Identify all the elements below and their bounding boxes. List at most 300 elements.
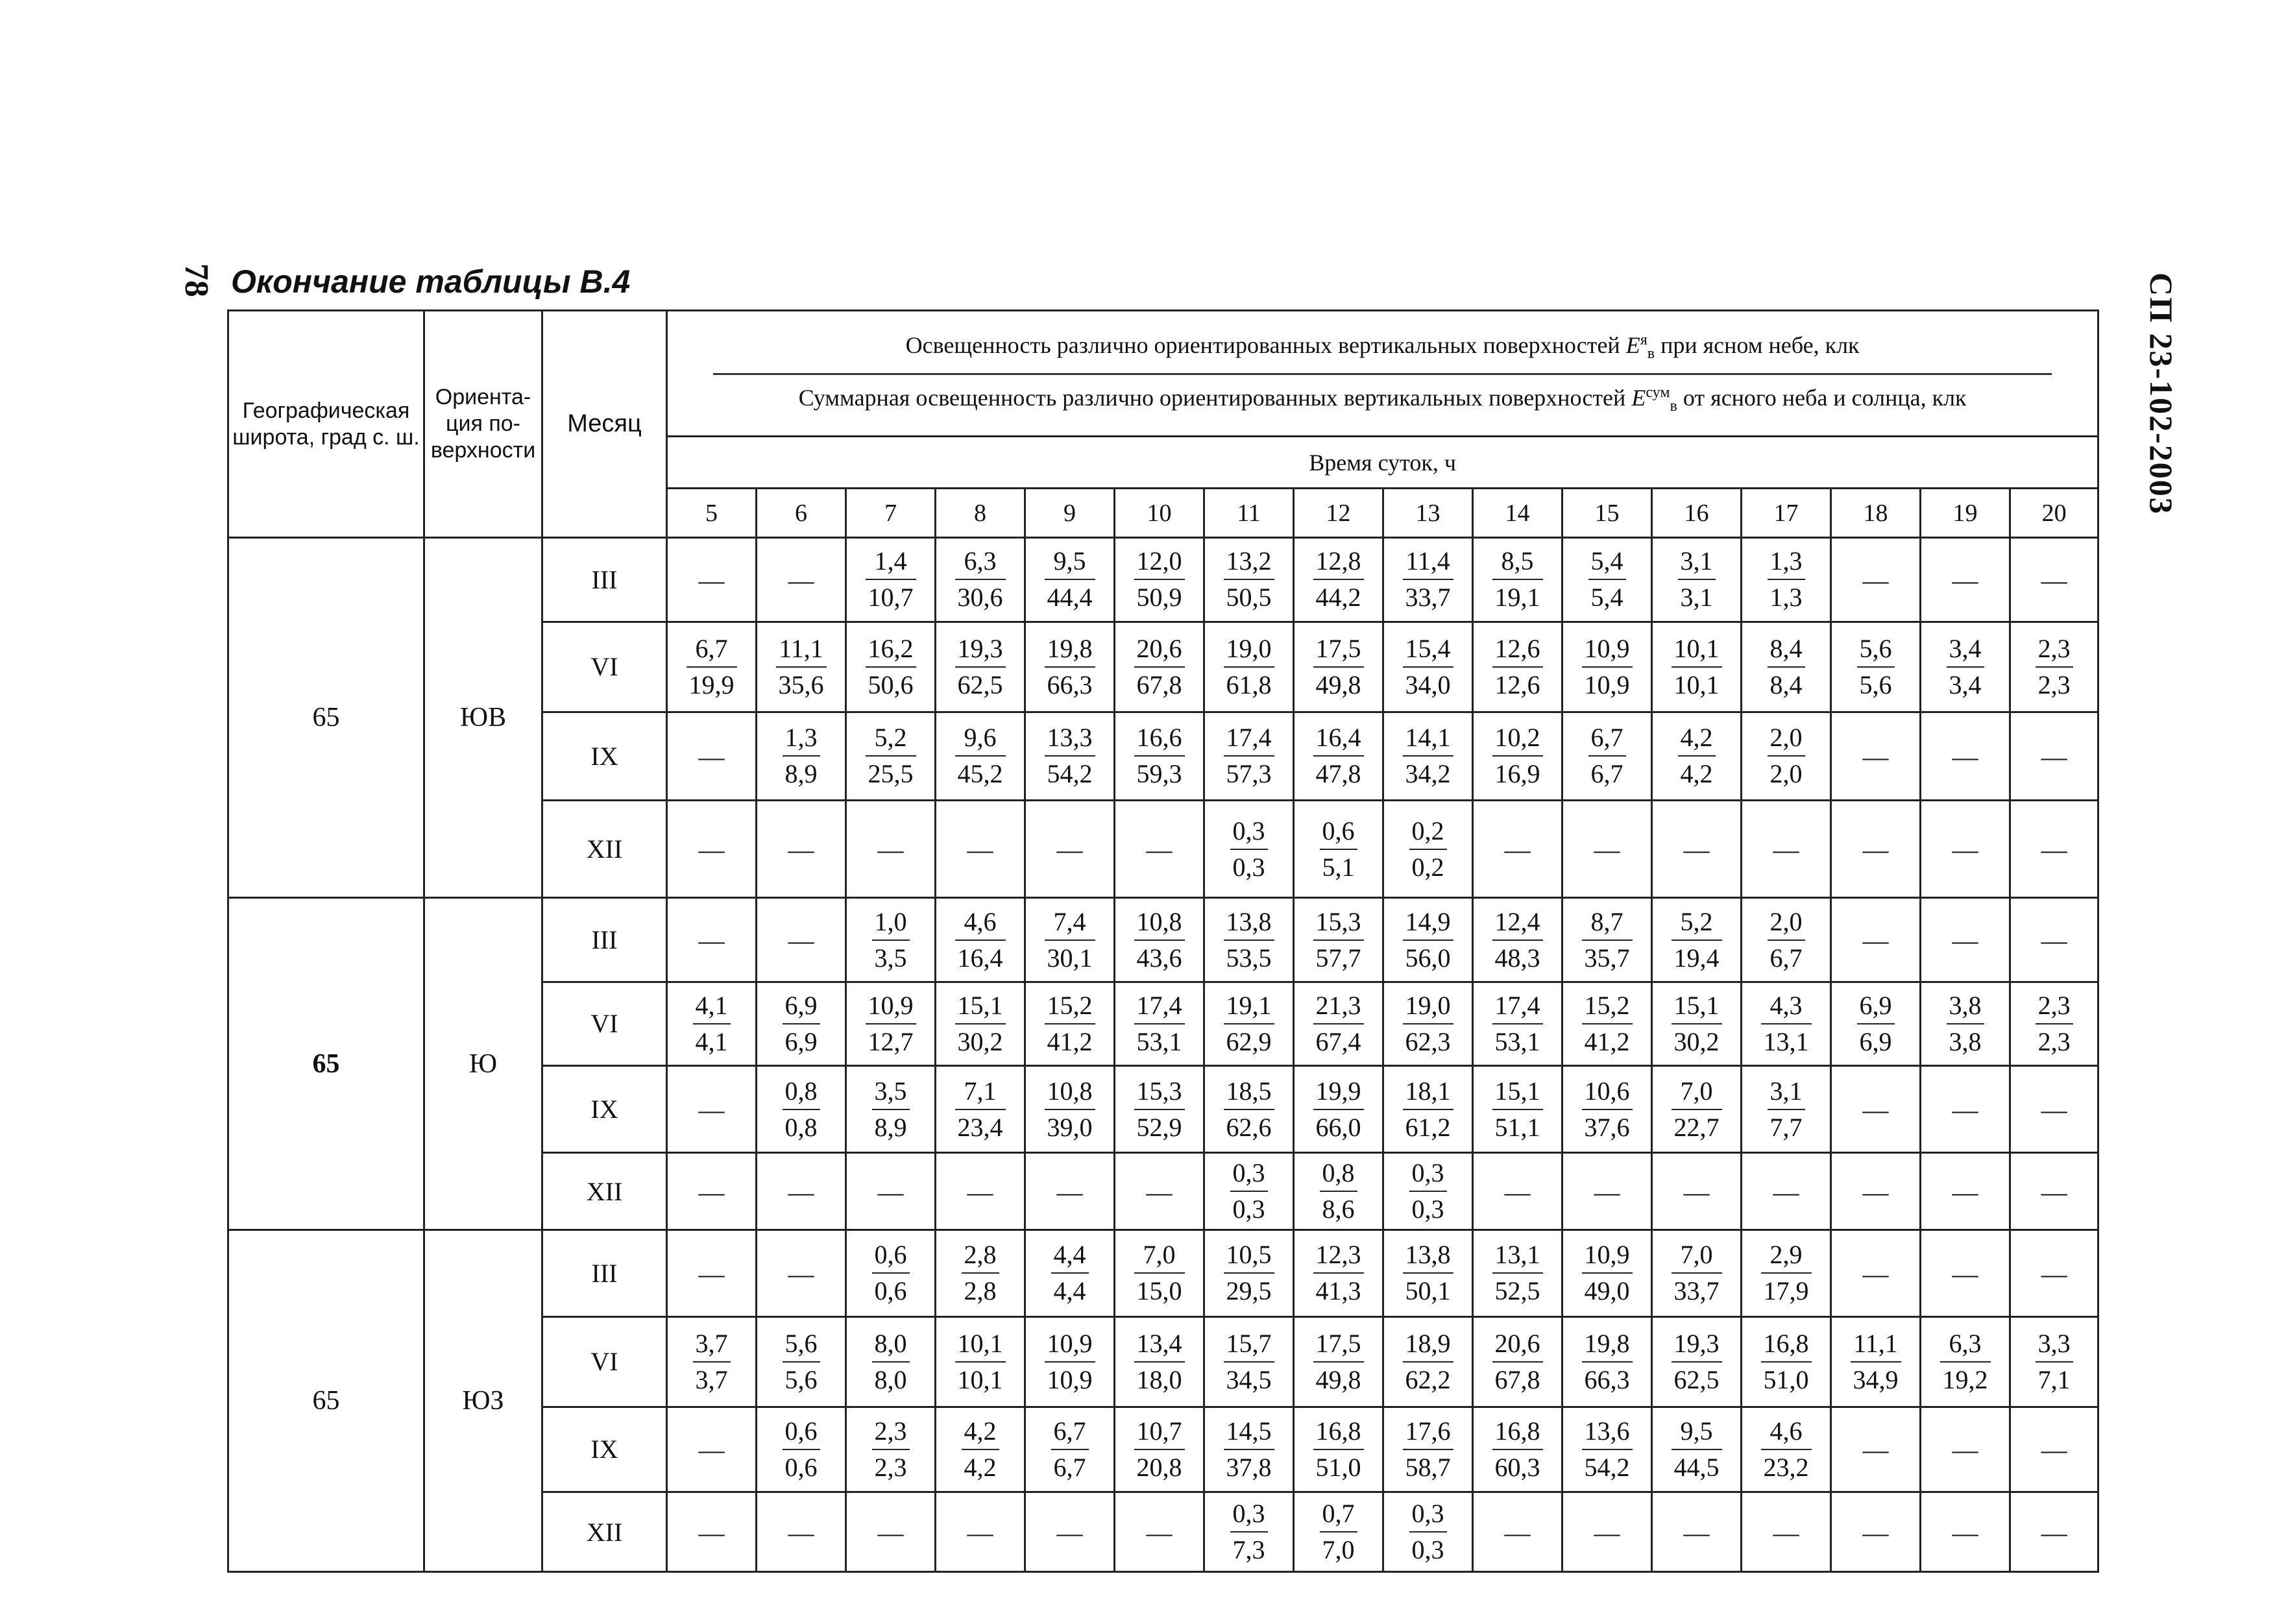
total-value: 61,8: [1226, 670, 1272, 699]
total-value: 59,3: [1136, 759, 1182, 789]
total-value: 30,2: [1673, 1026, 1720, 1056]
empty-value-dash: —: [2041, 1259, 2067, 1289]
value-fraction: [872, 907, 910, 973]
value-cell: [1025, 1492, 1115, 1572]
total-value: 62,9: [1226, 1026, 1272, 1056]
value-cell: [1563, 712, 1652, 801]
value-cell: [1742, 538, 1831, 622]
empty-value-dash: —: [1594, 1177, 1620, 1207]
empty-value-dash: —: [2041, 565, 2067, 595]
value-fraction: [866, 546, 916, 612]
value-cell: [1563, 1153, 1652, 1230]
value-cell: [1115, 801, 1204, 898]
empty-value-dash: —: [1952, 1435, 1978, 1465]
value-fraction: [1857, 634, 1895, 700]
value-cell: [1921, 712, 2010, 801]
value-cell: [1115, 1230, 1204, 1317]
value-cell: [757, 1407, 846, 1492]
value-cell: [1294, 801, 1383, 898]
clear-sky-value: 4,2: [1678, 723, 1716, 757]
value-cell: [1383, 1230, 1473, 1317]
total-value: 10,9: [1584, 670, 1630, 699]
total-value: 45,2: [957, 759, 1003, 789]
clear-sky-value: 0,8: [783, 1076, 820, 1110]
total-value: 35,7: [1584, 943, 1630, 973]
value-cell: [2010, 1153, 2098, 1230]
clear-sky-value: 20,6: [1134, 634, 1185, 668]
value-cell: [1652, 712, 1742, 801]
value-cell: [1831, 538, 1921, 622]
hour-header: 9: [1025, 489, 1115, 538]
total-value: 6,9: [1859, 1026, 1892, 1056]
clear-sky-value: 7,4: [1045, 907, 1095, 941]
value-fraction: [1134, 634, 1185, 700]
empty-value-dash: —: [788, 835, 814, 865]
empty-value-dash: —: [1773, 1177, 1799, 1207]
value-cell: [1294, 1316, 1383, 1407]
value-cell: [1742, 1153, 1831, 1230]
total-value: 19,1: [1494, 583, 1540, 612]
total-value: 7,3: [1232, 1535, 1265, 1565]
latitude-header: Географическая широта, град с. ш.: [228, 311, 424, 538]
value-fraction: [1582, 1329, 1633, 1395]
total-value: 7,1: [2037, 1364, 2071, 1394]
clear-sky-value: 17,6: [1403, 1416, 1453, 1450]
total-value: 67,8: [1136, 670, 1182, 699]
value-cell: [936, 1153, 1025, 1230]
total-value: 19,2: [1942, 1364, 1988, 1394]
clear-sky-value: 2,3: [872, 1416, 910, 1450]
value-cell: [1025, 982, 1115, 1066]
value-cell: [1115, 538, 1204, 622]
value-cell: [757, 1230, 846, 1317]
value-cell: [757, 898, 846, 982]
value-cell: [1742, 1316, 1831, 1407]
value-cell: [1563, 1316, 1652, 1407]
value-fraction: [866, 634, 916, 700]
value-fraction: [783, 1076, 820, 1143]
total-value: 17,9: [1763, 1276, 1809, 1306]
value-fraction: [1313, 1076, 1364, 1143]
value-fraction: [955, 723, 1006, 789]
value-cell: [757, 1065, 846, 1153]
clear-sky-value: 19,9: [1313, 1076, 1364, 1110]
value-cell: [2010, 1407, 2098, 1492]
total-value: 30,2: [957, 1026, 1003, 1056]
total-value: 47,8: [1315, 759, 1361, 789]
clear-sky-value: 21,3: [1313, 991, 1364, 1024]
value-fraction: [2036, 1329, 2073, 1395]
value-cell: [1115, 898, 1204, 982]
value-cell: [1742, 1407, 1831, 1492]
total-value: 39,0: [1047, 1112, 1093, 1142]
value-fraction: [1045, 1076, 1095, 1143]
value-cell: [1921, 801, 2010, 898]
total-value: 3,1: [1680, 583, 1713, 612]
clear-sky-value: 2,8: [962, 1240, 999, 1274]
value-fraction: [1313, 907, 1364, 973]
value-fraction: [872, 1076, 910, 1143]
empty-value-dash: —: [1952, 835, 1978, 865]
clear-sky-value: 10,6: [1582, 1076, 1633, 1110]
value-fraction: [1045, 723, 1095, 789]
total-value: 43,6: [1136, 943, 1182, 973]
total-value: 54,2: [1584, 1452, 1630, 1482]
empty-value-dash: —: [1862, 1435, 1889, 1465]
value-fraction: [1492, 991, 1543, 1057]
total-value: 51,1: [1494, 1112, 1540, 1142]
total-value: 44,2: [1315, 583, 1361, 612]
value-cell: [846, 538, 936, 622]
value-fraction: [866, 723, 916, 789]
value-cell: [1473, 1065, 1563, 1153]
clear-sky-value: 15,1: [1492, 1076, 1543, 1110]
clear-sky-value: 2,3: [2036, 991, 2073, 1024]
value-cell: [1204, 538, 1294, 622]
value-cell: [1921, 1153, 2010, 1230]
value-cell: [936, 1492, 1025, 1572]
empty-value-dash: —: [2041, 835, 2067, 865]
total-value: 62,6: [1226, 1112, 1272, 1142]
clear-sky-value: 10,9: [866, 991, 916, 1024]
clear-sky-value: 7,1: [955, 1076, 1006, 1110]
value-fraction: [1403, 634, 1453, 700]
empty-value-dash: —: [698, 742, 725, 771]
empty-value-dash: —: [1862, 565, 1889, 595]
clear-sky-value: 1,0: [872, 907, 910, 941]
value-cell: [757, 982, 846, 1066]
value-fraction: [1045, 634, 1095, 700]
empty-value-dash: —: [1862, 926, 1889, 956]
clear-sky-value: 11,1: [776, 634, 827, 668]
value-cell: [1025, 538, 1115, 622]
value-cell: [2010, 1492, 2098, 1572]
value-fraction: [783, 723, 820, 789]
total-value: 62,2: [1405, 1364, 1451, 1394]
value-cell: [1204, 1153, 1294, 1230]
value-cell: [846, 1316, 936, 1407]
value-fraction: [1672, 1240, 1722, 1306]
total-value: 0,6: [784, 1452, 818, 1482]
value-cell: [1921, 538, 2010, 622]
hour-header: 18: [1831, 489, 1921, 538]
empty-value-dash: —: [877, 835, 904, 865]
clear-sky-value: 3,4: [1947, 634, 1984, 668]
value-fraction: [1134, 991, 1185, 1057]
value-fraction: [1134, 723, 1185, 789]
value-fraction: [1313, 634, 1364, 700]
orientation-cell: Ю: [424, 898, 542, 1230]
total-value: 23,2: [1763, 1452, 1809, 1482]
value-cell: [667, 622, 757, 712]
value-cell: [1831, 1230, 1921, 1317]
value-cell: [1473, 1230, 1563, 1317]
value-cell: [1294, 1230, 1383, 1317]
total-value: 2,3: [2037, 1026, 2071, 1056]
total-value: 8,0: [874, 1364, 907, 1394]
value-cell: [1563, 538, 1652, 622]
clear-sky-value: 16,8: [1492, 1416, 1543, 1450]
total-value: 7,0: [1322, 1535, 1355, 1565]
value-cell: [1563, 898, 1652, 982]
value-cell: [1742, 1230, 1831, 1317]
value-cell: [1652, 1065, 1742, 1153]
clear-sky-value: 7,0: [1672, 1076, 1722, 1110]
clear-sky-value: 15,2: [1582, 991, 1633, 1024]
hour-header: 6: [757, 489, 846, 538]
value-cell: [846, 622, 936, 712]
empty-value-dash: —: [1504, 835, 1531, 865]
table-title: Окончание таблицы В.4: [231, 263, 631, 300]
clear-sky-value: 9,6: [955, 723, 1006, 757]
clear-sky-value: 16,8: [1761, 1329, 1812, 1363]
value-cell: [1921, 1492, 2010, 1572]
month-header: Месяц: [542, 311, 667, 538]
empty-value-dash: —: [1504, 1177, 1531, 1207]
clear-sky-value: 12,8: [1313, 546, 1364, 580]
empty-value-dash: —: [1952, 1259, 1978, 1289]
value-fraction: [1492, 634, 1543, 700]
empty-value-dash: —: [788, 565, 814, 595]
total-value: 2,3: [2037, 670, 2071, 699]
value-cell: [1115, 1316, 1204, 1407]
value-fraction: [1403, 1329, 1453, 1395]
total-value: 25,5: [868, 759, 914, 789]
value-fraction: [2036, 634, 2073, 700]
empty-value-dash: —: [1056, 1177, 1083, 1207]
value-cell: [1383, 538, 1473, 622]
clear-sky-value: 12,4: [1492, 907, 1543, 941]
value-cell: [1025, 712, 1115, 801]
value-cell: [1652, 1230, 1742, 1317]
month-cell: IX: [542, 712, 667, 801]
empty-value-dash: —: [2041, 1435, 2067, 1465]
value-cell: [936, 712, 1025, 801]
value-cell: [846, 982, 936, 1066]
total-value: 67,4: [1315, 1026, 1361, 1056]
clear-sky-value: 6,7: [1051, 1416, 1089, 1450]
value-fraction: [1224, 1416, 1274, 1483]
value-cell: [1473, 898, 1563, 982]
value-cell: [2010, 898, 2098, 982]
total-value: 50,5: [1226, 583, 1272, 612]
clear-sky-value: 10,9: [1582, 1240, 1633, 1274]
latitude-cell: 65: [228, 898, 424, 1230]
clear-sky-value: 10,8: [1134, 907, 1185, 941]
value-fraction: [955, 546, 1006, 612]
value-cell: [1831, 1065, 1921, 1153]
value-fraction: [1403, 723, 1453, 789]
clear-sky-value: 7,0: [1672, 1240, 1722, 1274]
clear-sky-value: 19,8: [1582, 1329, 1633, 1363]
empty-value-dash: —: [1952, 1518, 1978, 1547]
empty-value-dash: —: [2041, 1177, 2067, 1207]
value-cell: [1652, 1407, 1742, 1492]
empty-value-dash: —: [1773, 835, 1799, 865]
value-cell: [1204, 1065, 1294, 1153]
clear-sky-value: 3,1: [1678, 546, 1716, 580]
value-fraction: [1134, 1329, 1185, 1395]
value-fraction: [955, 634, 1006, 700]
hour-header: 7: [846, 489, 936, 538]
total-value: 44,4: [1047, 583, 1093, 612]
total-value: 16,9: [1494, 759, 1540, 789]
total-value: 67,8: [1494, 1364, 1540, 1394]
value-cell: [2010, 801, 2098, 898]
total-value: 34,2: [1405, 759, 1451, 789]
month-cell: III: [542, 538, 667, 622]
hour-header: 17: [1742, 489, 1831, 538]
empty-value-dash: —: [1952, 565, 1978, 595]
clear-sky-value: 17,4: [1224, 723, 1274, 757]
value-cell: [846, 898, 936, 982]
clear-sky-value: 19,0: [1224, 634, 1274, 668]
total-value: 8,9: [784, 759, 818, 789]
empty-value-dash: —: [1862, 1518, 1889, 1547]
clear-sky-value: 0,6: [783, 1416, 820, 1450]
value-fraction: [955, 1076, 1006, 1143]
value-cell: [1115, 1153, 1204, 1230]
month-cell: VI: [542, 982, 667, 1066]
value-cell: [1652, 622, 1742, 712]
clear-sky-value: 3,1: [1768, 1076, 1805, 1110]
clear-sky-value: 4,1: [693, 991, 731, 1024]
value-fraction: [1857, 991, 1895, 1057]
clear-sky-value: 8,4: [1768, 634, 1805, 668]
total-value: 50,9: [1136, 583, 1182, 612]
value-fraction: [1313, 1240, 1364, 1306]
empty-value-dash: —: [788, 1518, 814, 1547]
value-cell: [1204, 1407, 1294, 1492]
total-value: 5,1: [1322, 852, 1355, 882]
clear-sky-value: 12,3: [1313, 1240, 1364, 1274]
clear-sky-value: 10,8: [1045, 1076, 1095, 1110]
value-fraction: [1678, 723, 1716, 789]
value-fraction: [1582, 634, 1633, 700]
value-cell: [1563, 801, 1652, 898]
latitude-cell: 65: [228, 1230, 424, 1572]
value-fraction: [1313, 1416, 1364, 1483]
value-fraction: [693, 991, 731, 1057]
value-cell: [846, 1153, 936, 1230]
clear-sky-value: 17,5: [1313, 1329, 1364, 1363]
value-fraction: [1768, 907, 1805, 973]
total-value: 53,5: [1226, 943, 1272, 973]
value-cell: [1204, 982, 1294, 1066]
total-value: 2,3: [874, 1452, 907, 1482]
value-cell: [846, 1230, 936, 1317]
total-value: 10,9: [1047, 1364, 1093, 1394]
month-cell: IX: [542, 1065, 667, 1153]
value-fraction: [866, 991, 916, 1057]
total-value: 50,1: [1405, 1276, 1451, 1306]
value-cell: [846, 801, 936, 898]
total-value: 8,6: [1322, 1194, 1355, 1224]
month-cell: XII: [542, 1153, 667, 1230]
empty-value-dash: —: [1683, 835, 1710, 865]
value-cell: [1921, 622, 2010, 712]
total-value: 51,0: [1315, 1452, 1361, 1482]
clear-sky-value: 2,3: [2036, 634, 2073, 668]
total-value: 5,6: [784, 1364, 818, 1394]
value-cell: [757, 1316, 846, 1407]
total-value: 10,1: [1673, 670, 1720, 699]
value-cell: [2010, 982, 2098, 1066]
total-value: 13,1: [1763, 1026, 1809, 1056]
value-fraction: [1313, 546, 1364, 612]
value-fraction: [783, 1416, 820, 1483]
hour-header: 8: [936, 489, 1025, 538]
empty-value-dash: —: [698, 926, 725, 956]
value-fraction: [1403, 1076, 1453, 1143]
value-fraction: [1224, 991, 1274, 1057]
clear-sky-value: 2,0: [1768, 723, 1805, 757]
clear-sky-value: 0,7: [1320, 1499, 1357, 1533]
clear-sky-value: 15,4: [1403, 634, 1453, 668]
clear-sky-value: 6,3: [955, 546, 1006, 580]
value-cell: [1742, 898, 1831, 982]
empty-value-dash: —: [1504, 1518, 1531, 1547]
hour-header: 14: [1473, 489, 1563, 538]
value-cell: [1294, 712, 1383, 801]
empty-value-dash: —: [877, 1177, 904, 1207]
value-cell: [1563, 622, 1652, 712]
value-cell: [1921, 1065, 2010, 1153]
clear-sky-value: 13,1: [1492, 1240, 1543, 1274]
value-cell: [757, 622, 846, 712]
value-fraction: [2036, 991, 2073, 1057]
value-cell: [1652, 801, 1742, 898]
value-cell: [1115, 1065, 1204, 1153]
total-value: 41,3: [1315, 1276, 1361, 1306]
total-value: 56,0: [1405, 943, 1451, 973]
empty-value-dash: —: [1056, 835, 1083, 865]
clear-sky-value: 10,2: [1492, 723, 1543, 757]
total-value: 3,7: [695, 1364, 728, 1394]
value-cell: [1652, 898, 1742, 982]
value-cell: [1652, 1153, 1742, 1230]
value-fraction: [1045, 907, 1095, 973]
clear-sky-value: 9,5: [1672, 1416, 1722, 1450]
value-cell: [1383, 1492, 1473, 1572]
value-fraction: [1045, 991, 1095, 1057]
total-value: 37,6: [1584, 1112, 1630, 1142]
empty-value-dash: —: [1146, 835, 1173, 865]
empty-value-dash: —: [1146, 1177, 1173, 1207]
clear-sky-value: 0,3: [1230, 1499, 1268, 1533]
clear-sky-value: 14,5: [1224, 1416, 1274, 1450]
value-cell: [1383, 801, 1473, 898]
clear-sky-value: 12,6: [1492, 634, 1543, 668]
clear-sky-value: 6,9: [783, 991, 820, 1024]
total-value: 4,4: [1053, 1276, 1086, 1306]
month-cell: XII: [542, 801, 667, 898]
value-fraction: [1672, 634, 1722, 700]
total-value: 7,7: [1769, 1112, 1803, 1142]
total-value: 37,8: [1226, 1452, 1272, 1482]
clear-sky-value: 0,3: [1230, 816, 1268, 850]
total-value: 22,7: [1673, 1112, 1720, 1142]
value-fraction: [1134, 907, 1185, 973]
value-cell: [1921, 1407, 2010, 1492]
time-header: Время суток, ч: [667, 437, 2098, 489]
value-cell: [757, 1153, 846, 1230]
clear-sky-value: 13,8: [1403, 1240, 1453, 1274]
value-cell: [757, 712, 846, 801]
value-cell: [1473, 801, 1563, 898]
value-fraction: [687, 634, 737, 700]
value-cell: [1025, 622, 1115, 712]
